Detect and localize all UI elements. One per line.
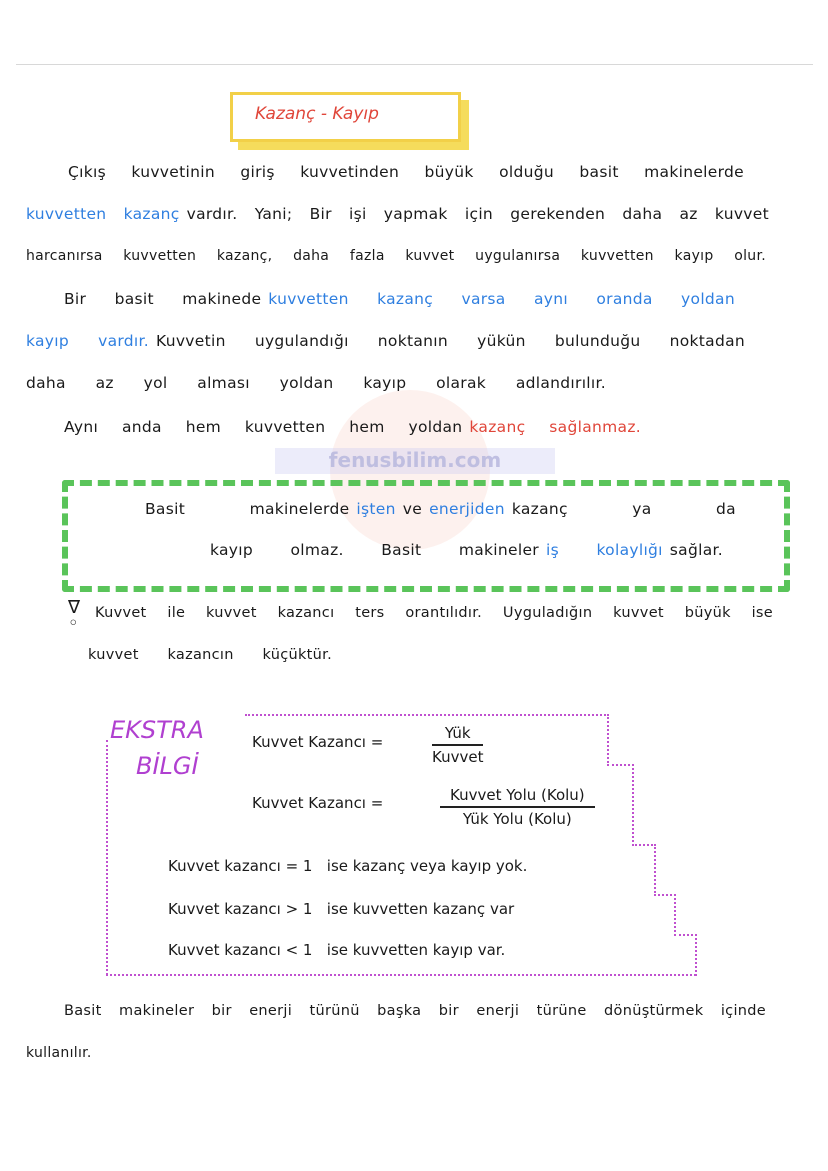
highlight-text: kuvvetten kazanç	[26, 205, 180, 223]
note-line2: kuvvet kazancın küçüktür.	[88, 647, 332, 663]
formula-2-fraction	[440, 786, 595, 828]
rule-3: Kuvvet kazancı < 1 ise kuvvetten kayıp var.	[168, 941, 506, 959]
dotted-border	[607, 764, 634, 846]
highlight-text: iş kolaylığı	[545, 541, 663, 559]
highlight-text: enerjiden	[429, 500, 505, 518]
title-box	[230, 92, 461, 142]
highlight-text: kazanç sağlanmaz.	[469, 418, 641, 436]
box-line2	[210, 541, 730, 559]
text: Kuvvetin uygulandığı noktanın yükün bulunduğu noktadan	[156, 332, 745, 350]
extra-info-label	[110, 712, 204, 784]
dotted-border	[106, 740, 108, 975]
formula-1-fraction	[432, 724, 483, 766]
formula-2-lhs: Kuvvet Kazancı =	[252, 794, 384, 812]
p2-line2	[26, 332, 752, 350]
label-line: EKSTRA	[110, 716, 204, 744]
formula-1-lhs: Kuvvet Kazancı =	[252, 733, 384, 751]
note-line1: Kuvvet ile kuvvet kazancı ters orantılıdır. Uyguladığın kuvvet büyük ise	[95, 605, 773, 621]
highlight-text: işten	[356, 500, 396, 518]
text: kazanç ya da	[511, 500, 736, 518]
p1-line3: harcanırsa kuvvetten kazanç, daha fazla kuvvet uygulanırsa kuvvetten kayıp olur.	[26, 248, 766, 264]
rule-2: Kuvvet kazancı > 1 ise kuvvetten kazanç var	[168, 900, 515, 918]
page-title: Kazanç - Kayıp	[255, 104, 379, 124]
final-line1: Basit makineler bir enerji türünü başka bir enerji türüne dönüştürmek içinde	[64, 1003, 766, 1019]
p2-line1	[64, 290, 742, 308]
text: ve	[402, 500, 423, 518]
text: Bir basit makinede	[64, 290, 262, 308]
highlight-text: kuvvetten kazanç varsa aynı oranda yoldan	[268, 290, 735, 308]
p1-line2	[26, 205, 776, 223]
text: Basit makinelerde	[145, 500, 350, 518]
highlight-text: kayıp vardır.	[26, 332, 150, 350]
final-line2: kullanılır.	[26, 1045, 92, 1061]
watermark: fenusbilim.com	[275, 448, 555, 474]
numerator: Kuvvet Yolu (Kolu)	[440, 786, 595, 808]
dotted-border	[106, 974, 696, 976]
top-divider	[16, 64, 813, 65]
label-line: BİLGİ	[136, 752, 199, 780]
text: kayıp olmaz. Basit makineler	[210, 541, 539, 559]
dotted-border	[632, 844, 656, 896]
rule-1: Kuvvet kazancı = 1 ise kazanç veya kayıp yok.	[168, 857, 528, 875]
p3-line	[64, 418, 648, 436]
denominator: Yük Yolu (Kolu)	[462, 810, 572, 828]
denominator: Kuvvet	[432, 748, 484, 766]
dotted-border	[674, 934, 697, 976]
text: Aynı anda hem kuvvetten hem yoldan	[64, 418, 463, 436]
warning-icon: ∇ ◦	[68, 597, 81, 634]
text: sağlar.	[669, 541, 723, 559]
p1-line1: Çıkış kuvvetinin giriş kuvvetinden büyük olduğu basit makinelerde	[68, 163, 744, 181]
box-line1	[145, 500, 743, 518]
dotted-border	[654, 894, 676, 936]
numerator: Yük	[432, 724, 483, 746]
p2-line3: daha az yol alması yoldan kayıp olarak adlandırılır.	[26, 374, 606, 392]
text: vardır. Yani; Bir işi yapmak için gerekenden daha az kuvvet	[186, 205, 769, 223]
green-frame	[62, 480, 790, 592]
